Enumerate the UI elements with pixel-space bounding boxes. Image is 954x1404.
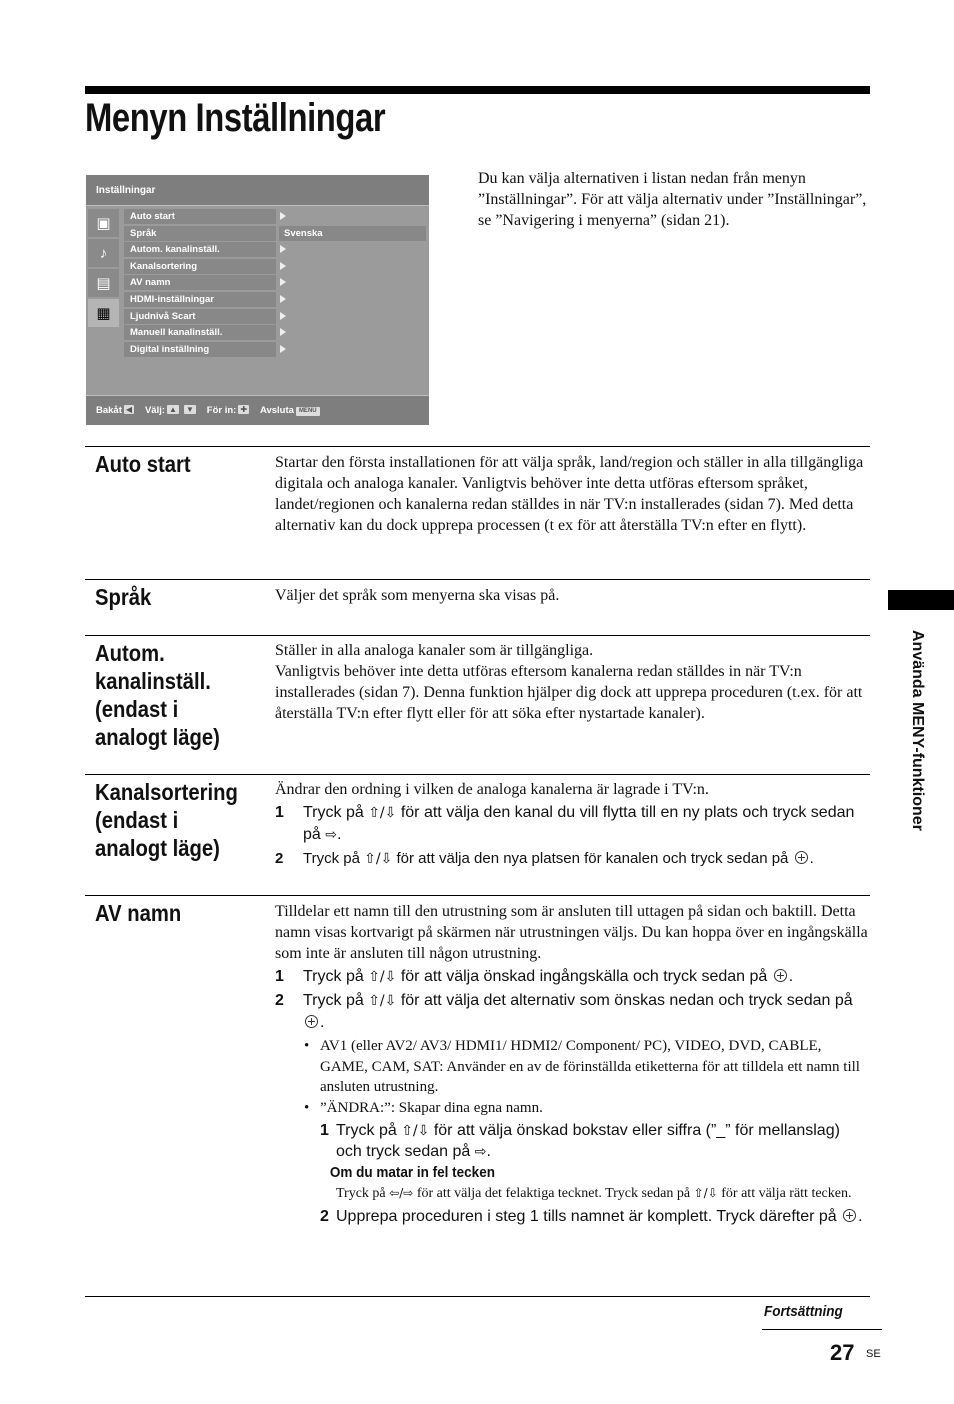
continued-label: Fortsättning <box>764 1303 843 1320</box>
ok-button-icon <box>843 1209 856 1222</box>
intro-text: Du kan välja alternativen i listan nedan från menyn ”Inställningar”. För att välja alternativ under ”Inställningar”, se ”Navigering i menyerna” (sidan 21). <box>478 170 867 229</box>
section-body-sprak: Väljer det språk som menyerna ska visas på. <box>275 587 560 604</box>
tv-menu-item: Ljudnivå Scart <box>124 309 276 324</box>
tv-menu-screenshot <box>86 175 429 425</box>
menu-key-icon: MENU <box>296 407 320 416</box>
toolbox-icon: ▦ <box>88 299 119 327</box>
arrow-right-icon <box>280 328 286 336</box>
section-heading-kanalsortering: Kanalsortering (endast i analogt läge) <box>95 779 238 861</box>
step: 1 Tryck på ⇧/⇩ för att välja önskad ingångskälla och tryck sedan på . <box>275 968 794 985</box>
step: 2 Tryck på ⇧/⇩ för att välja det alternativ som önskas nedan och tryck sedan på . <box>275 992 853 1031</box>
tv-menu-item: Språk <box>124 226 276 241</box>
continued-rule <box>762 1329 882 1330</box>
title-rule <box>85 86 870 94</box>
section-body-av-namn: Tilldelar ett namn till den utrustning som är ansluten till uttagen på sidan och baktill. Detta namn visas kortvarigt på skärmen när utrustningen väljs. Du kan hoppa över en ingångskälla som inte är ansluten till någon utrustning. 1 Tryck på ⇧/⇩ för att välja önskad ingångskälla och tryck sedan på . 2 Tryck på ⇧/⇩ för att välja det alternativ som önskas nedan och tryck sedan på . • AV1 (eller AV2/ AV3/ HDMI1/ HDMI2/ Component/ PC), VIDEO, DVD, CABLE, GAME, CAM, SAT: Använder en av de förinställda etiketterna för att tilldela ett namn till ansluten utrustning. • ”ÄNDRA:”: Skapar dina egna namn. 1 Tryck på ⇧/⇩ för att välja önskad bokstav eller siffra (”_” för mellanslag) och tryck sedan på ⇨. Om du matar in fel tecken Tryck på ⇦/⇨ för att välja det felaktiga tecknet. Tryck sedan på ⇧/⇩ för att välja rätt tecken. 2 Upprepa proceduren i steg 1 tills namnet är komplett. Tryck därefter på . <box>275 901 870 1227</box>
page-suffix: SE <box>866 1348 881 1360</box>
note-text: Tryck på ⇦/⇨ för att välja det felaktiga tecknet. Tryck sedan på ⇧/⇩ för att välja rätt tecken. <box>336 1186 852 1201</box>
page-title: Menyn Inställningar <box>85 96 386 140</box>
up-down-arrow-icon: ⇧/⇩ <box>368 969 397 985</box>
picture-icon: ▣ <box>88 209 119 237</box>
side-tab-label: Använda MENY-funktioner <box>909 630 926 831</box>
tv-menu-icons <box>88 209 120 329</box>
tv-menu-items <box>124 209 276 358</box>
section-rule <box>85 579 870 580</box>
section-rule <box>85 774 870 775</box>
section-body-kanalsortering: Ändrar den ordning i vilken de analoga kanalerna är lagrade i TV:n. 1 Tryck på ⇧/⇩ för att välja den kanal du vill flytta till en ny plats och tryck sedan på ⇨. 2 Tryck på ⇧/⇩ för att välja den nya platsen för kanalen och tryck sedan på . <box>275 779 870 870</box>
tv-menu-item: AV namn <box>124 275 276 290</box>
step: 2 Tryck på ⇧/⇩ för att välja den nya platsen för kanalen och tryck sedan på . <box>275 850 814 867</box>
section-heading-sprak: Språk <box>95 584 152 610</box>
up-down-arrow-icon: ⇧/⇩ <box>693 1186 718 1200</box>
tv-menu-footer: Bakåt ◀ Välj: ▲ ▼ För in: ✚ Avsluta MENU <box>86 395 429 425</box>
right-arrow-icon: ⇨ <box>474 1143 487 1160</box>
left-key-icon: ◀ <box>125 405 133 414</box>
section-rule <box>85 895 870 896</box>
section-rule <box>85 635 870 636</box>
up-down-arrow-icon: ⇧/⇩ <box>401 1123 430 1139</box>
tv-menu-item: Digital inställning <box>124 342 276 357</box>
enter-key-icon: ✚ <box>240 405 248 414</box>
sound-icon: ♪ <box>88 239 119 267</box>
section-rule <box>85 446 870 447</box>
tv-menu-item: HDMI-inställningar <box>124 292 276 307</box>
arrow-right-icon <box>280 278 286 286</box>
right-arrow-icon: ⇨ <box>325 827 337 843</box>
list-item: • AV1 (eller AV2/ AV3/ HDMI1/ HDMI2/ Component/ PC), VIDEO, DVD, CABLE, GAME, CAM, SAT: Använder en av de förinställda etiketterna för att tilldela ett namn till ansluten utrustning. <box>304 1038 860 1095</box>
tv-menu-item: Autom. kanalinställ. <box>124 242 276 257</box>
page-number: 27 <box>830 1340 855 1365</box>
note-heading: Om du matar in fel tecken <box>329 1164 495 1181</box>
down-key-icon: ▼ <box>185 405 194 414</box>
sub-step: 2 Upprepa proceduren i steg 1 tills namnet är komplett. Tryck därefter på . <box>320 1207 863 1225</box>
section-body-auto-start: Startar den första installationen för att välja språk, land/region och ställer in alla tillgängliga digitala och analoga kanaler. Vanligtvis behöver inte detta utföras eftersom språket, landet/regionen och kanalerna redan ställdes in när TV:n installerades (sidan 7). Med detta alternativ kan du dock upprepa processen (t ex för att återställa TV:n efter en flytt). <box>275 454 864 534</box>
up-down-arrow-icon: ⇧/⇩ <box>364 851 393 867</box>
step: 1 Tryck på ⇧/⇩ för att välja den kanal du vill flytta till en ny plats och tryck sedan på ⇨. <box>275 804 855 843</box>
ok-button-icon <box>774 969 787 982</box>
tv-menu-item: Auto start <box>124 209 276 224</box>
section-heading-autom: Autom. kanalinställ. (endast i analogt läge) <box>95 640 220 750</box>
features-icon: ▤ <box>88 269 119 297</box>
side-tab-marker <box>888 590 954 610</box>
tv-menu-selected-value: Svenska <box>279 226 426 241</box>
arrow-right-icon <box>280 245 286 253</box>
arrow-right-icon <box>280 262 286 270</box>
tv-menu-item: Kanalsortering <box>124 259 276 274</box>
left-right-arrow-icon: ⇦/⇨ <box>389 1186 414 1200</box>
up-down-arrow-icon: ⇧/⇩ <box>368 993 397 1009</box>
list-item: • ”ÄNDRA:”: Skapar dina egna namn. <box>304 1099 543 1116</box>
tv-menu-header: Inställningar <box>86 175 429 206</box>
sub-step: 1 Tryck på ⇧/⇩ för att välja önskad bokstav eller siffra (”_” för mellanslag) och tryck sedan på ⇨. <box>320 1122 840 1160</box>
up-key-icon: ▲ <box>169 405 177 414</box>
arrow-right-icon <box>280 345 286 353</box>
section-rule <box>85 1296 870 1297</box>
up-down-arrow-icon: ⇧/⇩ <box>368 805 397 821</box>
tv-menu-item: Manuell kanalinställ. <box>124 325 276 340</box>
arrow-right-icon <box>280 212 286 220</box>
ok-button-icon <box>795 851 808 864</box>
arrow-right-icon <box>280 295 286 303</box>
section-heading-av-namn: AV namn <box>95 900 182 926</box>
arrow-right-icon <box>280 312 286 320</box>
section-body-autom: Ställer in alla analoga kanaler som är tillgängliga. Vanligtvis behöver inte detta utföras eftersom kanalerna redan ställdes in när TV:n installerades (sidan 7). Denna funktion hjälper dig dock att upprepa proceduren (t.ex. för att återställa TV:n efter flytt eller för att söka efter nystartade kanaler). <box>275 642 863 722</box>
ok-button-icon <box>305 1015 318 1028</box>
section-heading-auto-start: Auto start <box>95 451 191 477</box>
